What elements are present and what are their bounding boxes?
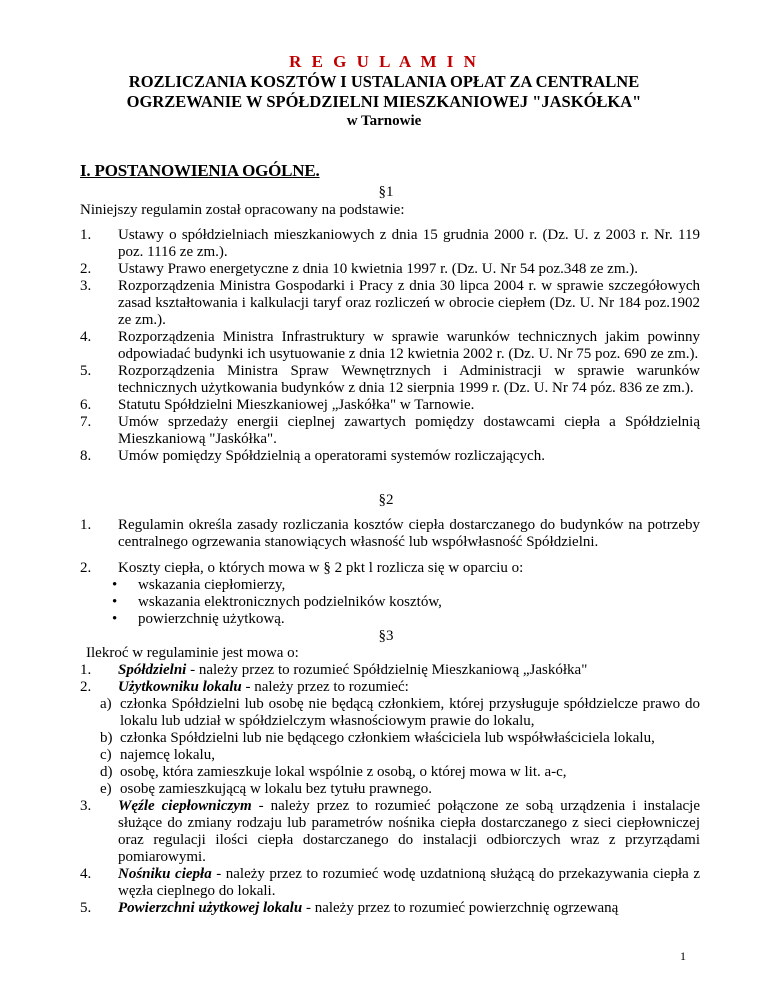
page-number: 1: [680, 949, 686, 963]
title-line-3: OGRZEWANIE W SPÓŁDZIELNI MIESZKANIOWEJ "JASKÓŁKA": [126, 92, 642, 111]
section-heading: I. POSTANOWIENIA OGÓLNE.: [80, 161, 320, 180]
sublist-item: e) osobę zamieszkującą w lokalu bez tytułu prawnego.: [100, 781, 432, 797]
document-title: [0, 52, 768, 131]
title-regulamin: R E G U L A M I N: [289, 52, 479, 71]
list-item: 4. Rozporządzenia Ministra Infrastruktury w sprawie warunków technicznych jakim powinny odpowiadać budynki ich usytuowanie z dnia 12 kwietnia 2002 r. (Dz. U. Nr 75 poz. 690 ze zm.).: [80, 329, 700, 362]
definitions-list-continued: [80, 798, 700, 917]
legal-basis-list: [80, 227, 700, 465]
list-item: 5. Rozporządzenia Ministra Spraw Wewnętrznych i Administracji w sprawie warunków technicznych użytkowania budynków z dnia 12 sierpnia 1999 r. (Dz. U. Nr 74 póz. 836 ze zm.).: [80, 363, 700, 396]
definition-item: 4. Nośniku ciepła - należy przez to rozumieć wodę uzdatnioną służącą do przekazywania ciepła z węzła cieplnego do lokali.: [80, 866, 700, 899]
paragraph-symbol-2: §2: [378, 492, 394, 508]
definition-item: 1. Spółdzielni - należy przez to rozumieć Spółdzielnię Mieszkaniową „Jaskółka": [80, 662, 588, 678]
list-item: 2. Ustawy Prawo energetyczne z dnia 10 kwietnia 1997 r. (Dz. U. Nr 54 poz.348 ze zm.).: [80, 261, 638, 277]
list-item: 1. Ustawy o spółdzielniach mieszkaniowych z dnia 15 grudnia 2000 r. (Dz. U. z 2003 r. Nr. 119 poz. 1116 ze zm.).: [80, 227, 700, 260]
list-item: 6. Statutu Spółdzielni Mieszkaniowej „Jaskółka" w Tarnowie.: [80, 397, 475, 413]
title-line-2: ROZLICZANIA KOSZTÓW I USTALANIA OPŁAT ZA CENTRALNE: [128, 72, 640, 91]
sublist-item: c) najemcę lokalu,: [100, 747, 215, 763]
paragraph-1-intro: Niniejszy regulamin został opracowany na podstawie:: [80, 202, 405, 218]
paragraph-symbol-1: §1: [378, 184, 394, 200]
sublist-item: b) członka Spółdzielni lub nie będącego członkiem właściciela lub współwłaściciela lokalu,: [100, 730, 655, 746]
par2-item-2: 2. Koszty ciepła, o których mowa w § 2 pkt l rozlicza się w oparciu o:: [80, 560, 524, 576]
list-item: 7. Umów sprzedaży energii cieplnej zawartych pomiędzy dostawcami ciepła a Spółdzielnią Mieszkaniową "Jaskółka".: [80, 414, 700, 447]
definition-item: 2. Użytkowniku lokalu - należy przez to rozumieć:: [80, 679, 409, 695]
bullet-item: • wskazania ciepłomierzy,: [110, 577, 442, 594]
definition-item: 5. Powierzchni użytkowej lokalu - należy przez to rozumieć powierzchnię ogrzewaną: [80, 900, 619, 916]
user-definition-sublist: [100, 696, 700, 798]
sublist-item: a) członka Spółdzielni lub osobę nie będącą członkiem, której przysługuje spółdzielcze prawo do lokalu lub udział w spółdzielczym własnościowym prawie do lokalu,: [100, 696, 700, 729]
bullet-item: • wskazania elektronicznych podzielników kosztów,: [110, 594, 442, 611]
bullet-item: • powierzchnię użytkową.: [110, 611, 442, 628]
list-item: 8. Umów pomiędzy Spółdzielnią a operatorami systemów rozliczających.: [80, 448, 545, 464]
title-location: w Tarnowie: [346, 113, 422, 129]
list-item: 3. Rozporządzenia Ministra Gospodarki i Pracy z dnia 30 lipca 2004 r. w sprawie szczegółowych zasad kształtowania i kalkulacji taryf oraz rozliczeń w obrocie ciepłem (Dz. U. Nr 184 poz.1902 ze zm.).: [80, 278, 700, 328]
sublist-item: d) osobę, która zamieszkuje lokal wspólnie z osobą, o której mowa w lit. a-c,: [100, 764, 567, 780]
paragraph-3-intro: Ilekroć w regulaminie jest mowa o:: [86, 645, 299, 661]
billing-basis-bullets: [110, 577, 442, 628]
par2-item-1: 1. Regulamin określa zasady rozliczania kosztów ciepła dostarczanego do budynków na potrzeby centralnego ogrzewania stanowiących własność lub współwłasność Spółdzielni.: [80, 517, 700, 550]
paragraph-symbol-3: §3: [378, 628, 394, 644]
definition-item: 3. Węźle ciepłowniczym - należy przez to rozumieć połączone ze sobą urządzenia i instalacje służące do zmiany rodzaju lub parametrów nośnika ciepła dostarczanego z sieci ciepłowniczej oraz regulacji ilości ciepła dostarczanego do instalacji odbiorczych wraz z przyrządami pomiarowymi.: [80, 798, 700, 865]
definitions-list: [80, 662, 700, 696]
